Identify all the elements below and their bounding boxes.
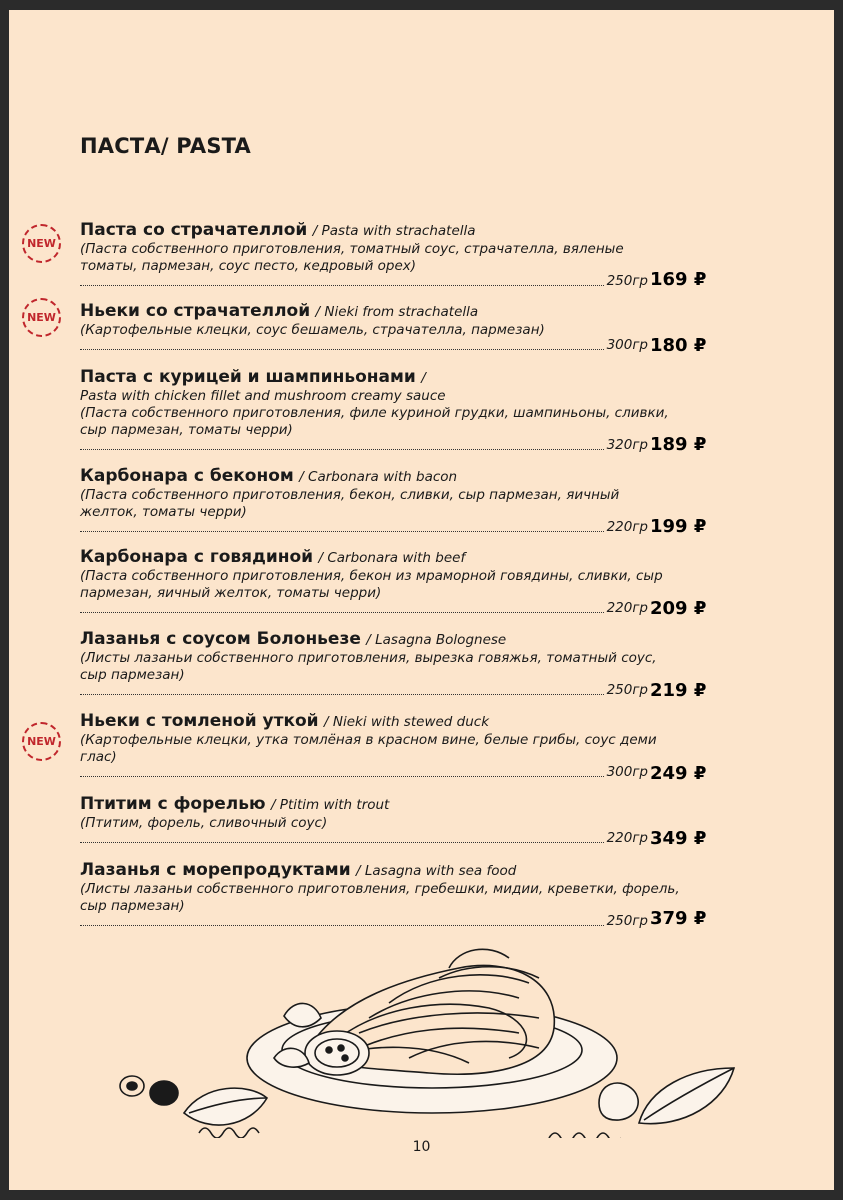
dish-name-ru: Ньеки с томленой уткой <box>80 711 319 731</box>
dish-price: 219 ₽ <box>650 680 707 701</box>
new-badge: NEW <box>22 298 61 337</box>
dish-weight: 250гр <box>606 273 648 289</box>
dish-name-ru: Паста с курицей и шампиньонами <box>80 367 416 387</box>
dish-weight: 300гр <box>606 764 648 780</box>
dot-leader <box>80 349 604 350</box>
dish-name-ru: Ньеки со страчателлой <box>80 301 311 321</box>
dish-weight: 220гр <box>606 519 648 535</box>
dish-name-en: Carbonara with beef <box>327 550 466 566</box>
dish-weight: 320гр <box>606 437 648 453</box>
dish-name-ru: Паста со страчателлой <box>80 220 308 240</box>
menu-item: Лазанья с морепродуктами / Lasagna with sea food (Листы лазаньи собственного приготовления, гребешки, мидии, креветки, форель, сыр пармезан) 250гр <box>80 860 680 929</box>
dish-name-en: Lasagna Bolognese <box>375 632 507 648</box>
dish-price: 209 ₽ <box>650 598 707 619</box>
section-title: ПАСТА/ PASTA <box>80 134 251 158</box>
dish-description: (Паста собственного приготовления, бекон, сливки, сыр пармезан, яичный желток, томаты черри) <box>80 487 620 520</box>
menu-item: Карбонара с говядиной / Carbonara with beef (Паста собственного приготовления, бекон из мраморной говядины, сливки, сыр пармезан, яичный желток, томаты черри) 220гр <box>80 547 780 617</box>
dish-description: (Картофельные клецки, утка томлёная в красном вине, белые грибы, соус деми глас) <box>80 732 657 765</box>
page-number: 10 <box>412 1139 431 1155</box>
dot-leader <box>80 449 604 450</box>
dish-description: (Листы лазаньи собственного приготовления, гребешки, мидии, креветки, форель, сыр пармезан) <box>80 881 680 914</box>
dot-leader <box>80 925 604 926</box>
dish-name-ru: Карбонара с беконом <box>80 466 294 486</box>
dish-weight: 220гр <box>606 600 648 616</box>
dish-weight: 250гр <box>606 682 648 698</box>
dish-name-ru: Карбонара с говядиной <box>80 547 314 567</box>
dot-leader <box>80 776 604 777</box>
dish-description: (Листы лазаньи собственного приготовления, вырезка говяжья, томатный соус, сыр пармезан) <box>80 650 657 683</box>
dish-name-ru: Лазанья с соусом Болоньезе <box>80 629 361 649</box>
dish-weight: 220гр <box>606 830 648 846</box>
dot-leader <box>80 612 604 613</box>
dish-name-en: Ptitim with trout <box>279 797 390 813</box>
dish-name-en: Carbonara with bacon <box>308 469 458 485</box>
dish-description: (Птитим, форель, сливочный соус) <box>80 815 328 831</box>
dot-leader <box>80 531 604 532</box>
menu-page <box>9 10 834 1190</box>
dish-name-en: Nieki from strachatella <box>324 304 479 320</box>
menu-item: Паста с курицей и шампиньонами / Pasta with chicken fillet and mushroom creamy sauce (Паста собственного приготовления, филе куриной грудки, шампиньоны, сливки, сыр пармезан, томаты черри) 320гр <box>80 367 780 454</box>
menu-item: Ньеки с томленой уткой / Nieki with stewed duck (Картофельные клецки, утка томлёная в красном вине, белые грибы, соус деми глас) 300гр <box>80 711 780 781</box>
dish-description: (Паста собственного приготовления, бекон из мраморной говядины, сливки, сыр пармезан, яичный желток, томаты черри) <box>80 568 663 601</box>
dish-name-en: Lasagna with sea food <box>364 863 517 879</box>
dish-name-ru: Лазанья с морепродуктами <box>80 860 351 880</box>
dot-leader <box>80 842 604 843</box>
dish-name-ru: Птитим с форелью <box>80 794 266 814</box>
dot-leader <box>80 285 604 286</box>
dish-name-en: Pasta with chicken fillet and mushroom creamy sauce <box>80 388 446 404</box>
dish-price: 249 ₽ <box>650 763 707 784</box>
menu-item: Птитим с форелью / Ptitim with trout (Птитим, форель, сливочный соус) 220гр <box>80 794 780 847</box>
dish-price: 189 ₽ <box>650 434 707 455</box>
new-badge: NEW <box>22 722 61 761</box>
dish-name-en: Pasta with strachatella <box>321 223 476 239</box>
dish-description: (Картофельные клецки, соус бешамель, страчателла, пармезан) <box>80 322 545 338</box>
menu-item: Ньеки со страчателлой / Nieki from strachatella (Картофельные клецки, соус бешамель, страчателла, пармезан) 300гр <box>80 301 780 354</box>
dish-weight: 250гр <box>606 913 648 929</box>
dish-price: 180 ₽ <box>650 335 707 356</box>
pasta-plate-illustration <box>109 938 749 1138</box>
dish-name-en: Nieki with stewed duck <box>332 714 490 730</box>
dish-price: 379 ₽ <box>650 908 707 929</box>
menu-item: Лазанья с соусом Болоньезе / Lasagna Bolognese (Листы лазаньи собственного приготовления, вырезка говяжья, томатный соус, сыр пармезан) 250гр <box>80 629 780 699</box>
dish-description: (Паста собственного приготовления, филе куриной грудки, шампиньоны, сливки, сыр пармезан, томаты черри) <box>80 405 669 438</box>
dish-price: 169 ₽ <box>650 269 707 290</box>
new-badge: NEW <box>22 224 61 263</box>
menu-item: Карбонара с беконом / Carbonara with bacon (Паста собственного приготовления, бекон, сливки, сыр пармезан, яичный желток, томаты черри) 220гр <box>80 466 780 536</box>
dish-weight: 300гр <box>606 337 648 353</box>
dish-description: (Паста собственного приготовления, томатный соус, страчателла, вяленые томаты, пармезан, соус песто, кедровый орех) <box>80 241 624 274</box>
dot-leader <box>80 694 604 695</box>
menu-item: Паста со страчателлой / Pasta with strachatella (Паста собственного приготовления, томатный соус, страчателла, вяленые томаты, пармезан, соус песто, кедровый орех) 250гр <box>80 220 780 290</box>
dish-price: 199 ₽ <box>650 516 707 537</box>
dish-price: 349 ₽ <box>650 828 707 849</box>
